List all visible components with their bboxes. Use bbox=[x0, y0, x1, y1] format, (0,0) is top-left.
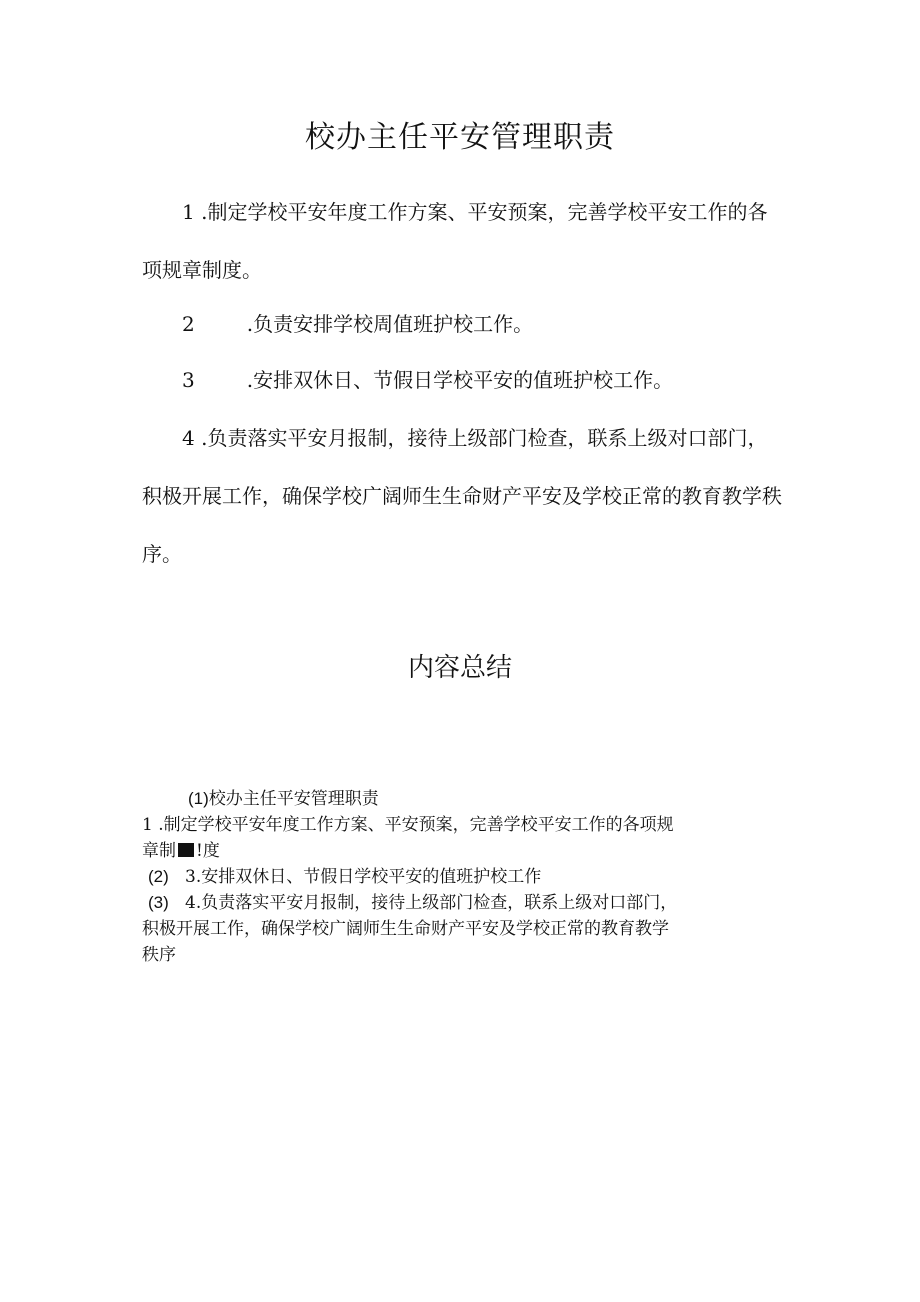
duty-item-1: 1 .制定学校平安年度工作方案、平安预案，完善学校平安工作的各项规章制度。 bbox=[142, 200, 768, 282]
summary-title: 内容总结 bbox=[407, 653, 512, 683]
summary-marker-2: (2) bbox=[148, 867, 169, 886]
duty-item-3 bbox=[142, 351, 822, 409]
summary-line-7: 秩序 bbox=[142, 945, 176, 965]
duty-item-4: 4 .负责落实平安月报制，接待上级部门检查，联系上级对口部门，积极开展工作，确保学校广阔师生生命财产平安及学校正常的教育教学秩序。 bbox=[142, 426, 782, 566]
summary-text-3b: !度 bbox=[196, 841, 220, 861]
duty-item-3-number: 3 bbox=[182, 368, 195, 392]
duty-item-2-text: .负责安排学校周值班护校工作。 bbox=[246, 312, 534, 336]
summary-text-1: 校办主任平安管理职责 bbox=[208, 789, 379, 809]
summary-text-4: 3.安排双休日、节假日学校平安的值班护校工作 bbox=[185, 867, 542, 887]
summary-marker-1: (1) bbox=[188, 789, 209, 808]
summary-block bbox=[142, 786, 782, 968]
duty-item-2 bbox=[142, 295, 822, 353]
duty-item-2-number: 2 bbox=[182, 312, 195, 336]
summary-text-3a: 章制 bbox=[142, 841, 176, 861]
summary-text-5: 4.负责落实平安月报制，接待上级部门检查，联系上级对口部门， bbox=[185, 893, 678, 913]
summary-line-6: 积极开展工作，确保学校广阔师生生命财产平安及学校正常的教育教学 bbox=[142, 919, 669, 939]
summary-line-5 bbox=[142, 890, 782, 916]
summary-line-1 bbox=[142, 786, 782, 812]
summary-marker-3: (3) bbox=[148, 893, 169, 912]
summary-line-4 bbox=[142, 864, 782, 890]
document-title: 校办主任平安管理职责 bbox=[305, 120, 615, 155]
garbled-block-glyph bbox=[178, 843, 194, 857]
duty-item-3-text: .安排双休日、节假日学校平安的值班护校工作。 bbox=[246, 368, 674, 392]
summary-line-3 bbox=[142, 838, 782, 864]
summary-line-2: 1 .制定学校平安年度工作方案、平安预案，完善学校平安工作的各项规 bbox=[142, 815, 674, 835]
